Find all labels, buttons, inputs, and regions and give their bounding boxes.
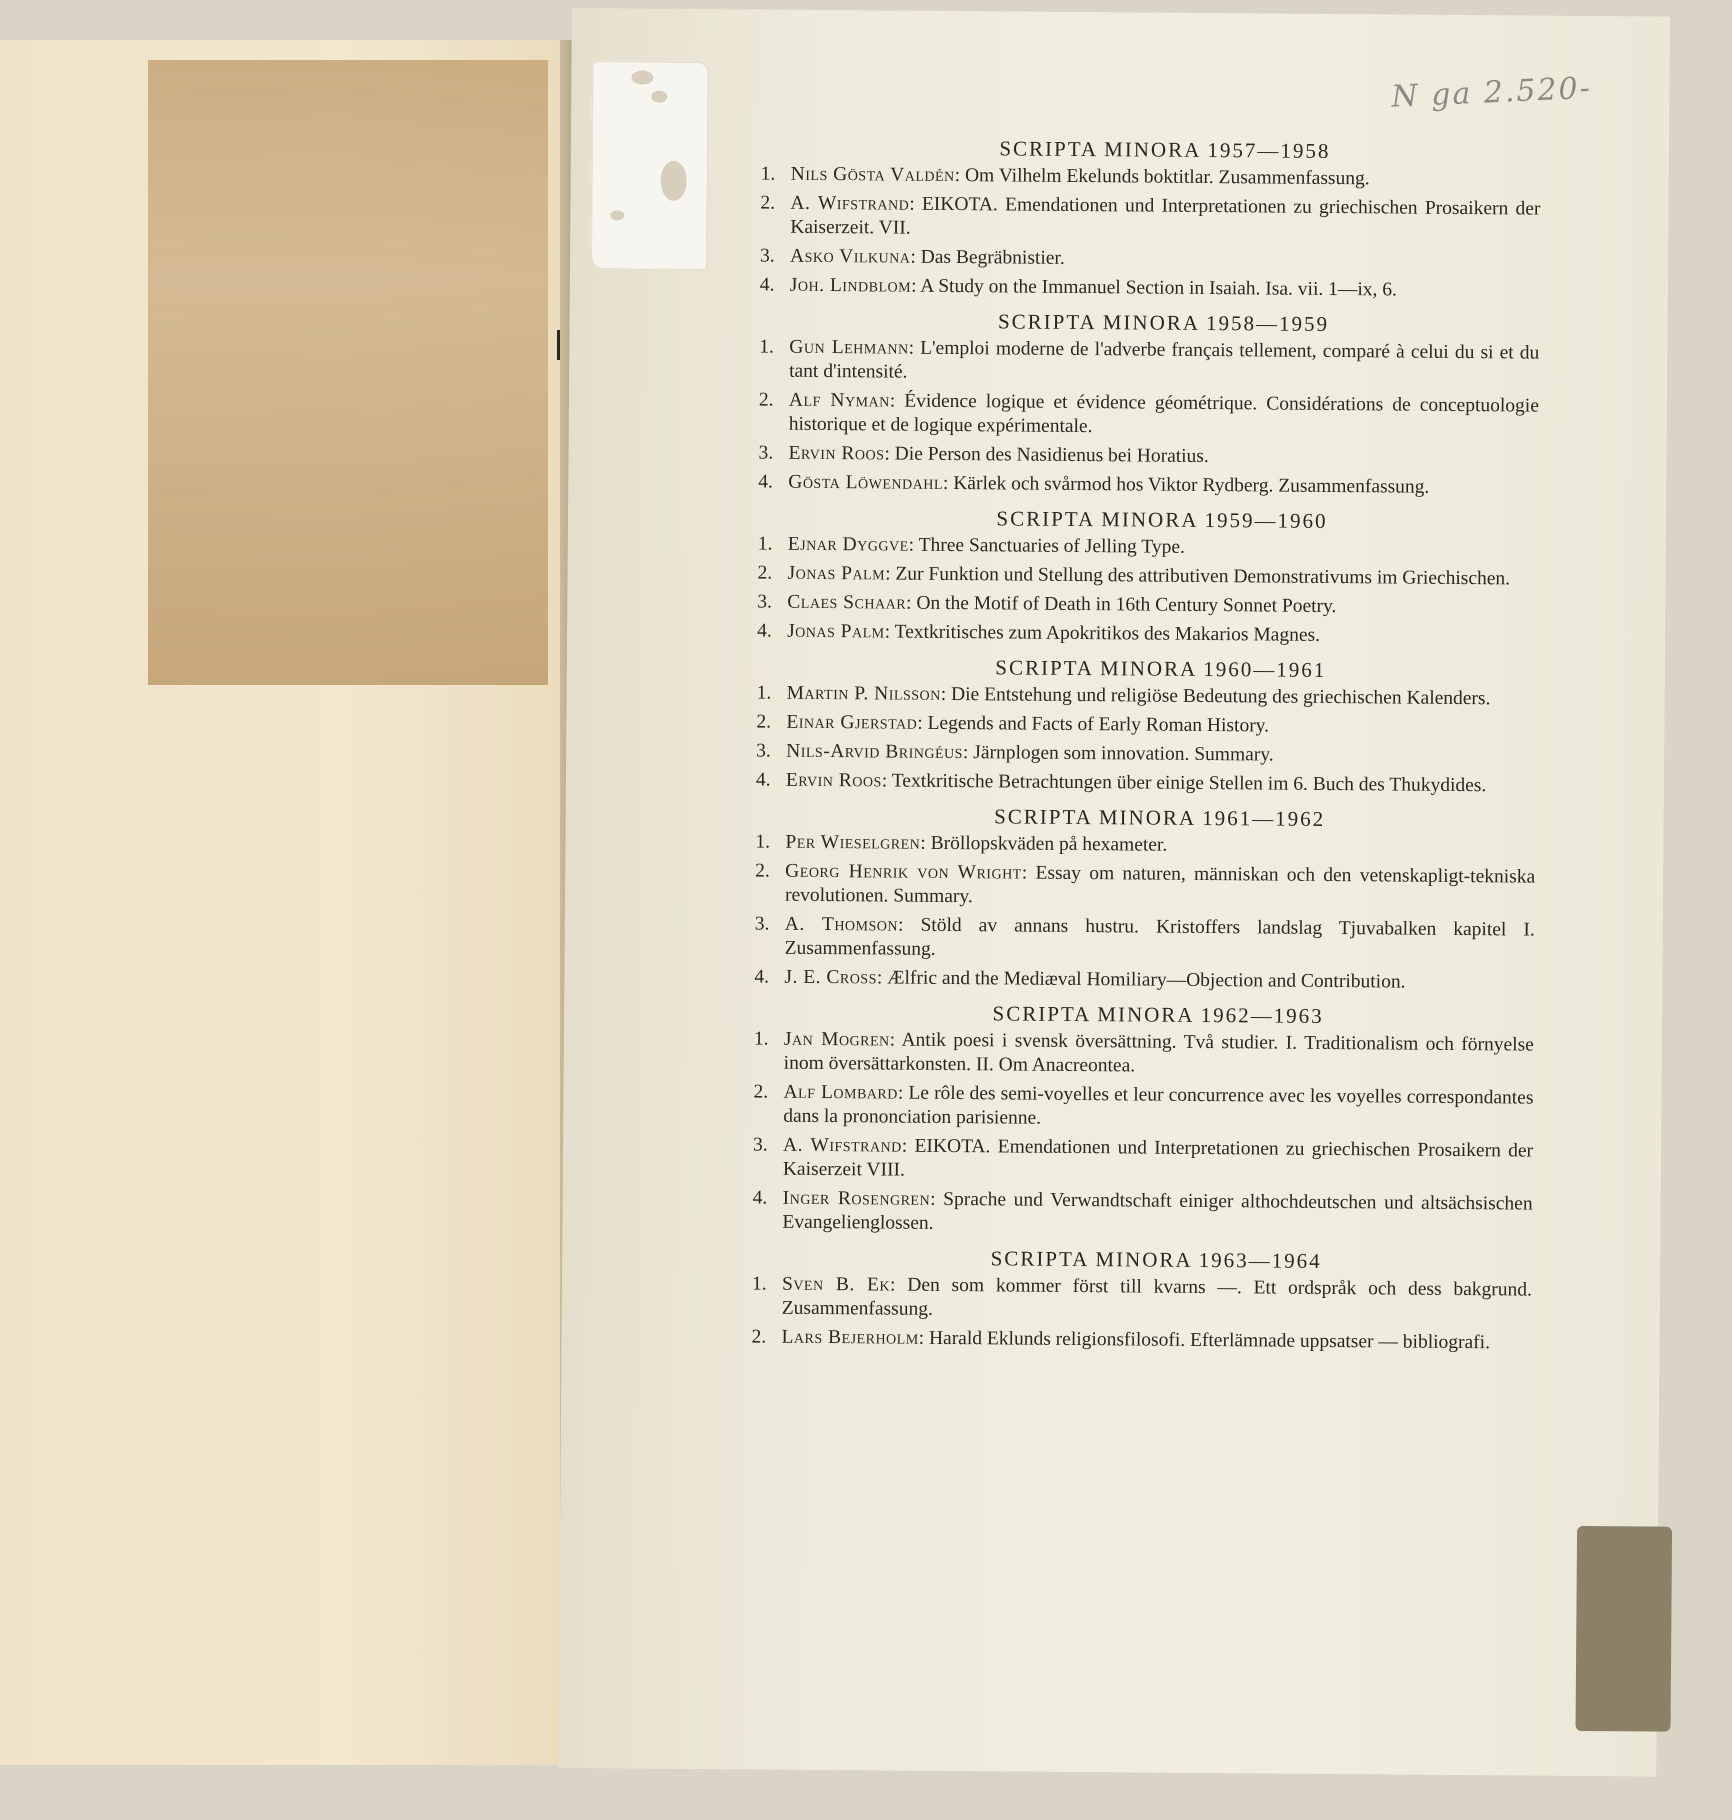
item-number: 4.	[752, 1187, 768, 1209]
author-name: Jonas Palm	[787, 620, 885, 643]
item-text	[785, 860, 1535, 914]
author-name: Inger Rosengren	[782, 1187, 931, 1210]
list-item	[752, 1272, 1532, 1326]
list-item	[753, 1080, 1533, 1134]
item-text	[790, 192, 1540, 246]
author-name: Asko Vilkuna	[789, 245, 911, 268]
author-name: Nils Gösta Valdén	[790, 163, 955, 187]
work-title: : Das Begräbnistier.	[910, 246, 1065, 269]
item-number: 1.	[757, 533, 773, 555]
item-number: 3.	[758, 442, 774, 464]
item-text	[786, 740, 1536, 770]
item-text	[786, 769, 1536, 799]
item-text	[786, 711, 1536, 741]
author-name: Ervin Roos	[785, 769, 882, 792]
work-title: : A Study on the Immanuel Section in Isaiah. Isa. vii. 1—ix, 6.	[911, 275, 1398, 301]
series-title: SCRIPTA MINORA 1958—1959	[997, 309, 1330, 336]
list-item	[756, 768, 1536, 798]
author-name: Einar Gjerstad	[786, 711, 918, 734]
item-text	[788, 442, 1538, 472]
author-name: Gösta Löwendahl	[788, 471, 944, 494]
item-number: 2.	[753, 1081, 769, 1103]
author-name: Per Wieselgren	[785, 831, 921, 854]
item-text	[787, 620, 1537, 650]
series-title: SCRIPTA MINORA 1963—1964	[990, 1246, 1322, 1273]
work-title: : Stöld av annans hustru. Kristoffers landslag Tjuvabalken kapitel I. Zusammenfassung.	[784, 914, 1535, 960]
item-number: 4.	[758, 471, 773, 493]
list-item	[760, 191, 1540, 245]
item-text	[789, 336, 1539, 390]
list-item	[754, 1027, 1534, 1081]
item-text	[783, 1134, 1533, 1188]
list-item	[760, 244, 1540, 274]
list-item	[759, 335, 1539, 389]
author-name: Ejnar Dyggve	[787, 533, 909, 556]
item-text	[783, 1081, 1533, 1135]
handwritten-note: N ga 2.520-	[1390, 70, 1593, 115]
work-title: : Zur Funktion und Stellung des attributiven Demonstrativums im Griechischen.	[885, 563, 1511, 590]
list-item	[753, 1133, 1533, 1187]
list-item	[758, 470, 1538, 500]
list-item	[760, 273, 1540, 303]
item-number: 4.	[757, 620, 772, 642]
item-text	[785, 913, 1535, 967]
item-number: 2.	[758, 389, 774, 411]
item-number: 2.	[760, 192, 776, 214]
list-item	[758, 441, 1538, 471]
item-text	[788, 533, 1538, 563]
item-text	[790, 245, 1540, 275]
work-title: : Legends and Facts of Early Roman History.	[917, 712, 1270, 737]
work-title: : Sprache und Verwandtschaft einiger althochdeutschen und altsächsischen Evangelienglossen.	[782, 1188, 1533, 1234]
list-item	[755, 859, 1535, 913]
item-text	[782, 1273, 1532, 1327]
list-item	[757, 681, 1537, 711]
item-number: 2.	[756, 711, 772, 733]
item-number: 3.	[756, 740, 771, 762]
work-title: : On the Motif of Death in 16th Century Sonnet Poetry.	[905, 592, 1337, 618]
author-name: Gun Lehmann	[789, 336, 909, 359]
work-title: : Essay om naturen, människan och den vetenskapligt-tekniska revolutionen. Summary.	[784, 862, 1536, 908]
series-section	[758, 307, 1539, 500]
work-title: : Le rôle des semi-voyelles et leur concurrence avec les voyelles correspondantes dans la prononciation parisienne.	[783, 1082, 1534, 1129]
author-name: Lars Bejerholm	[781, 1326, 919, 1349]
author-name: J. E. Cross	[784, 966, 878, 989]
work-title: : Textkritische Betrachtungen über einige Stellen im 6. Buch des Thukydides.	[881, 770, 1487, 797]
author-name: Georg Henrik von Wright	[785, 860, 1022, 884]
item-text	[790, 274, 1540, 304]
work-title: : EIKOTA. Emendationen und Interpretationen zu griechischen Prosaikern der Kaiserzeit VIII.	[782, 1135, 1534, 1181]
series-section	[756, 653, 1537, 798]
work-title: : L'emploi moderne de l'adverbe français tellement, comparé à celui du si et du tant d'intensité.	[789, 337, 1540, 383]
item-number: 3.	[752, 1134, 768, 1156]
work-title: : Ælfric and the Mediæval Homiliary—Objection and Contribution.	[876, 967, 1406, 993]
work-title: : Om Vilhelm Ekelunds boktitlar. Zusammenfassung.	[954, 165, 1370, 190]
list-item	[755, 830, 1535, 860]
list-item	[751, 1325, 1531, 1355]
tape-residue	[590, 60, 710, 271]
author-name: A. Wifstrand	[790, 192, 910, 215]
list-item	[759, 388, 1539, 442]
list-item	[757, 561, 1537, 591]
item-text	[789, 389, 1539, 443]
work-title: : Die Entstehung und religiöse Bedeutung des griechischen Kalenders.	[940, 683, 1491, 710]
list-item	[758, 532, 1538, 562]
item-number: 4.	[759, 274, 775, 296]
work-title: : Harald Eklunds religionsfilosofi. Efterlämnade uppsatser — bibliografi.	[918, 1327, 1491, 1354]
item-number: 3.	[759, 245, 775, 267]
item-text	[787, 682, 1537, 712]
author-name: Alf Lombard	[783, 1081, 898, 1104]
left-page	[0, 40, 570, 1765]
author-name: Martin P. Nilsson	[786, 682, 941, 705]
list-item	[754, 965, 1534, 995]
binder-clip-edge	[1575, 1526, 1672, 1732]
series-title: SCRIPTA MINORA 1960—1961	[995, 655, 1327, 682]
item-number: 4.	[755, 769, 771, 791]
author-name: Nils-Arvid Bringéus	[786, 740, 964, 764]
item-number: 2.	[757, 562, 773, 584]
work-title: : Évidence logique et évidence géométrique. Considérations de conceptuologie historique et de logique expérimentale.	[788, 390, 1539, 438]
work-title: : Three Sanctuaries of Jelling Type.	[908, 534, 1186, 558]
right-page	[558, 8, 1670, 1777]
item-text	[787, 591, 1537, 621]
list-item	[761, 162, 1541, 192]
item-number: 1.	[759, 336, 775, 358]
list-item	[757, 590, 1537, 620]
item-text	[787, 562, 1537, 592]
author-name: A. Wifstrand	[782, 1134, 902, 1157]
series-section	[757, 504, 1538, 649]
item-text	[791, 163, 1541, 193]
work-title: : Den som kommer först till kvarns —. Ett ordspråk och dess bakgrund. Zusammenfassung.	[781, 1274, 1533, 1320]
item-text	[788, 471, 1538, 501]
series-title: SCRIPTA MINORA 1962—1963	[992, 1001, 1324, 1028]
series-section	[754, 802, 1535, 995]
series-section	[752, 999, 1534, 1240]
author-name: Claes Schaar	[787, 591, 907, 614]
list-item	[755, 912, 1535, 966]
publication-list	[751, 134, 1541, 1365]
spine-mark	[557, 330, 560, 360]
item-number: 1.	[755, 831, 771, 853]
work-title: : EIKOTA. Emendationen und Interpretationen zu griechischen Prosaikern der Kaiserzeit. VII.	[790, 193, 1541, 239]
work-title: : Die Person des Nasidienus bei Horatius.	[884, 443, 1209, 468]
list-item	[752, 1186, 1532, 1240]
work-title: : Textkritisches zum Apokritikos des Makarios Magnes.	[884, 621, 1321, 646]
work-title: : Antik poesi i svensk översättning. Två studier. I. Traditionalism och förnyelse inom översättarkonsten. II. Om Anacreontea.	[783, 1029, 1534, 1077]
author-name: Alf Nyman	[788, 389, 890, 412]
item-number: 2.	[755, 860, 770, 882]
item-number: 1.	[751, 1273, 767, 1295]
work-title: : Järnplogen som innovation. Summary.	[962, 742, 1274, 766]
item-number: 1.	[753, 1028, 769, 1050]
author-name: A. Thomson	[784, 913, 899, 936]
item-number: 1.	[756, 682, 772, 704]
item-text	[784, 966, 1534, 996]
series-section	[751, 1244, 1532, 1355]
author-name: Sven B. Ek	[781, 1273, 891, 1296]
item-number: 1.	[760, 163, 776, 185]
item-text	[782, 1187, 1532, 1241]
work-title: : Bröllopskväden på hexameter.	[920, 832, 1168, 856]
item-number: 3.	[757, 591, 773, 613]
author-name: Jonas Palm	[787, 562, 886, 585]
item-text	[785, 831, 1535, 861]
series-title: SCRIPTA MINORA 1961—1962	[994, 804, 1326, 831]
author-name: Ervin Roos	[788, 442, 885, 465]
series-title: SCRIPTA MINORA 1959—1960	[996, 506, 1328, 533]
author-name: Joh. Lindblom	[789, 274, 912, 297]
item-number: 2.	[751, 1326, 767, 1348]
offset-stain	[148, 60, 548, 685]
item-text	[784, 1028, 1534, 1082]
item-number: 3.	[754, 913, 770, 935]
list-item	[757, 619, 1537, 649]
author-name: Jan Mogren	[783, 1028, 890, 1051]
item-number: 4.	[754, 966, 770, 988]
work-title: : Kärlek och svårmod hos Viktor Rydberg. Zusammenfassung.	[942, 472, 1430, 498]
list-item	[756, 710, 1536, 740]
list-item	[756, 739, 1536, 769]
series-title: SCRIPTA MINORA 1957—1958	[999, 136, 1331, 163]
series-section	[760, 134, 1541, 303]
item-text	[781, 1326, 1531, 1356]
